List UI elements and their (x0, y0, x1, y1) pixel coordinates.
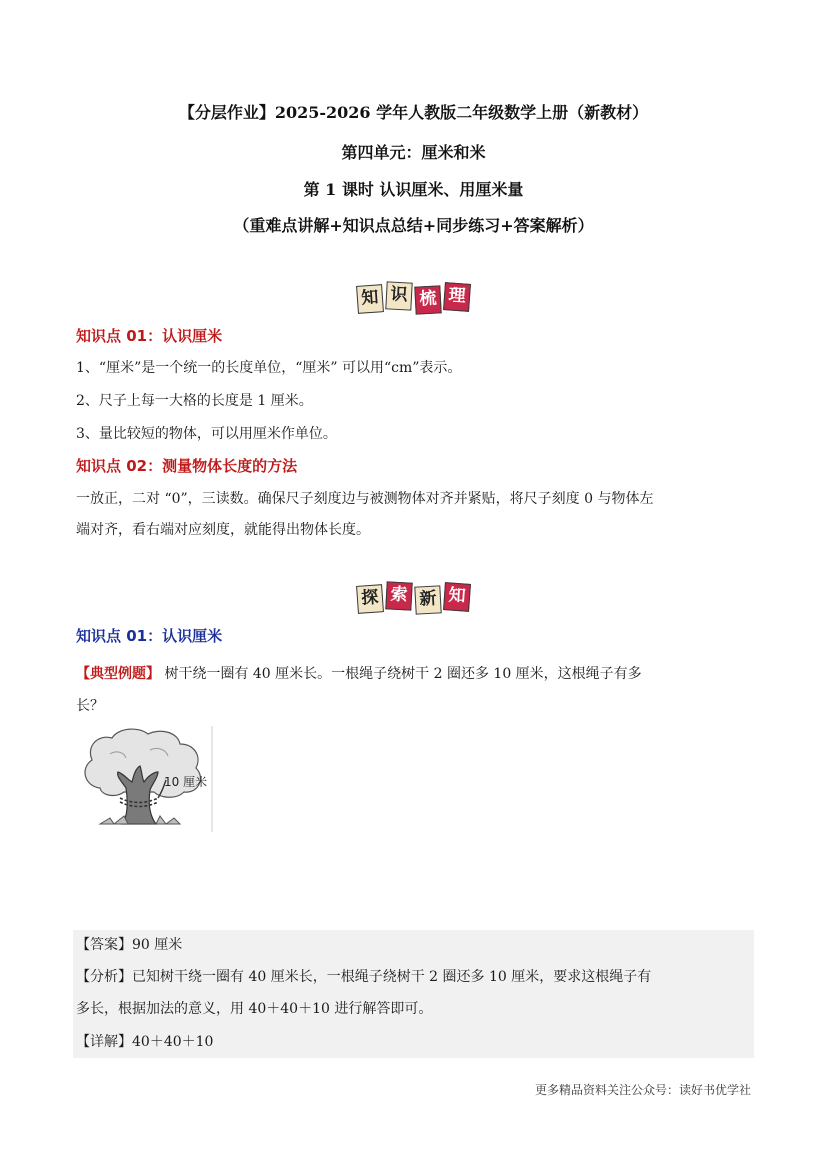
banner-tile: 梳 (414, 285, 441, 314)
tree-figure (80, 726, 216, 832)
knowledge-point-heading: 知识点 01：认识厘米 (76, 627, 223, 645)
knowledge-item: 3、量比较短的物体，可以用厘米作单位。 (76, 426, 337, 442)
analysis-line-cont: 多长，根据加法的意义，用 40＋40＋10 进行解答即可。 (76, 1001, 433, 1017)
method-text: 一放正，二对 “0”，三读数。确保尺子刻度边与被测物体对齐并紧贴，将尺子刻度 0 与物体左 (76, 491, 654, 507)
banner-tile: 理 (443, 282, 471, 312)
knowledge-review-banner (357, 282, 471, 314)
banner-tile: 新 (414, 585, 441, 614)
subtitle: （重难点讲解+知识点总结+同步练习+答案解析） (233, 216, 594, 235)
knowledge-point-heading: 知识点 01：认识厘米 (76, 327, 223, 345)
banner-tile: 索 (385, 581, 412, 610)
banner-tile: 识 (385, 281, 412, 310)
example-label: 【典型例题】 (76, 666, 160, 682)
rope-length-label: 10 厘米 (164, 775, 208, 789)
explore-new-banner (357, 582, 471, 614)
example-question (76, 663, 756, 685)
example-question-cont: 长？ (76, 698, 104, 714)
document-title: 【分层作业】2025-2026 学年人教版二年级数学上册（新教材） (178, 103, 649, 122)
banner-tile: 知 (443, 582, 471, 612)
lesson-title: 第 1 课时 认识厘米、用厘米量 (303, 180, 524, 199)
method-text: 端对齐，看右端对应刻度，就能得出物体长度。 (76, 522, 370, 538)
detail-line: 【详解】40＋40＋10 (76, 1034, 214, 1050)
answer-line: 【答案】90 厘米 (76, 937, 183, 953)
unit-title: 第四单元：厘米和米 (341, 143, 486, 162)
banner-tile: 知 (356, 284, 384, 314)
example-text: 树干绕一圈有 40 厘米长。一根绳子绕树干 2 圈还多 10 厘米，这根绳子有多 (160, 666, 642, 682)
knowledge-item: 2、尺子上每一大格的长度是 1 厘米。 (76, 393, 313, 409)
tree-illustration (80, 726, 216, 832)
knowledge-item: 1、“厘米”是一个统一的长度单位，“厘米” 可以用“cm”表示。 (76, 360, 462, 376)
analysis-line: 【分析】已知树干绕一圈有 40 厘米长，一根绳子绕树干 2 圈还多 10 厘米，要求这根绳子有 (76, 969, 652, 985)
banner-tile: 探 (356, 584, 384, 614)
footer-note: 更多精品资料关注公众号：读好书优学社 (534, 1083, 751, 1097)
knowledge-point-heading: 知识点 02：测量物体长度的方法 (76, 457, 298, 475)
